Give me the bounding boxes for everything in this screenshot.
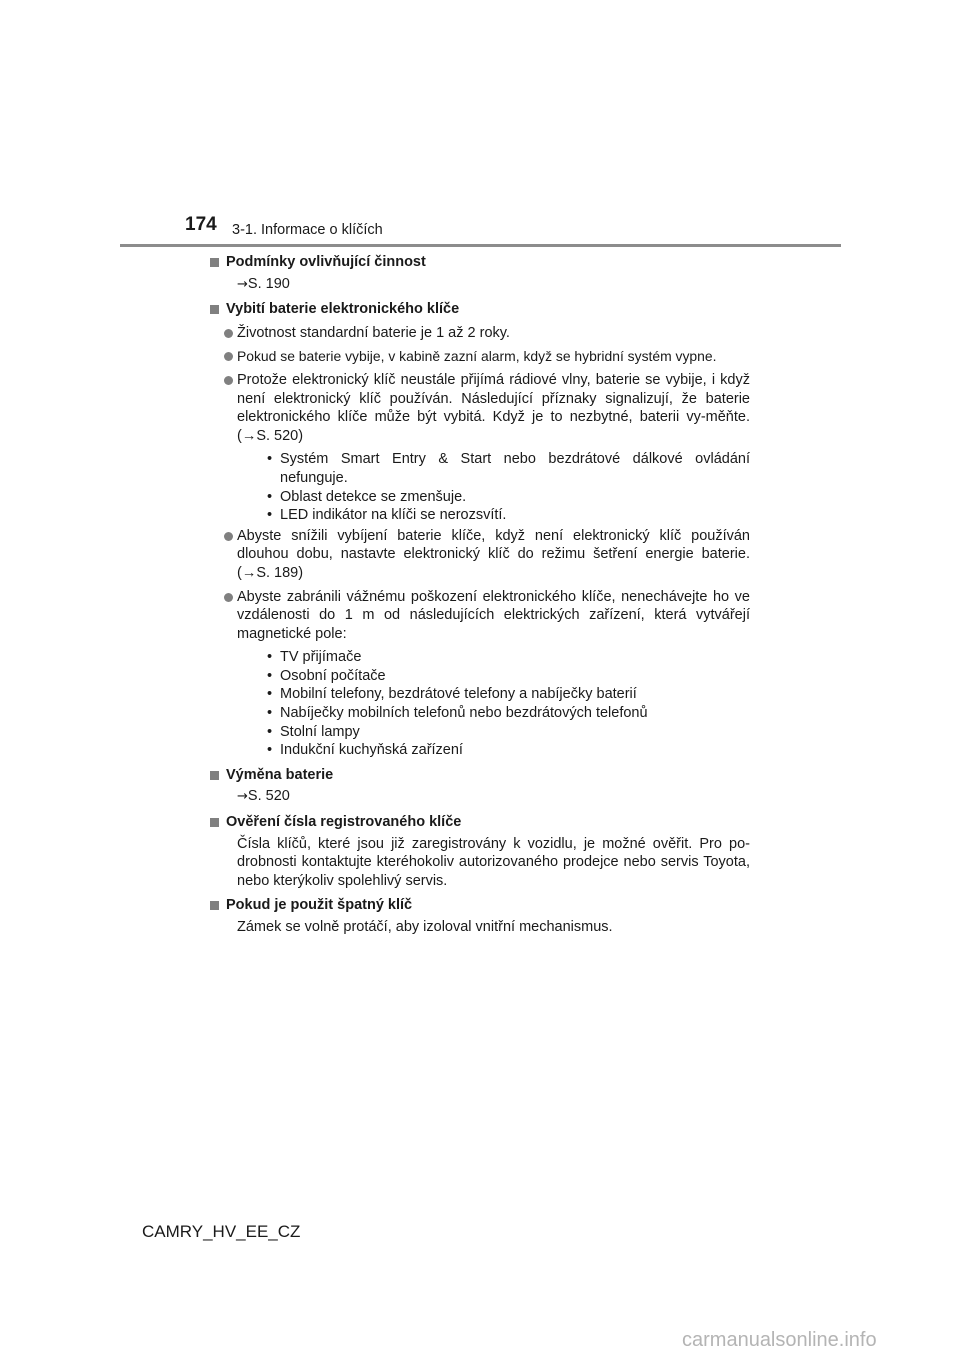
section-battery-depletion <box>210 300 750 760</box>
list-item: • Osobní počítače <box>237 667 750 686</box>
list-item: Abyste snížili vybíjení baterie klíče, když není elektronický klíč používán dlouhou dobu, nastavte elektronický klíč do režimu šetření energie baterie. (→S. 189) <box>210 527 750 583</box>
list-item: • TV přijímače <box>237 648 750 667</box>
document-code: CAMRY_HV_EE_CZ <box>142 1222 301 1241</box>
round-bullet-icon <box>224 376 233 385</box>
list-item: • Stolní lampy <box>237 723 750 742</box>
section-heading: Pokud je použit špatný klíč <box>210 896 750 915</box>
paragraph: Zámek se volně protáčí, aby izoloval vnitřní mechanismus. <box>237 919 613 935</box>
round-bullet-icon <box>224 593 233 602</box>
section-heading: Ověření čísla registrovaného klíče <box>210 813 750 832</box>
list-item: • LED indikátor na klíči se nerozsvítí. <box>237 506 750 525</box>
section-operating-conditions <box>210 253 750 294</box>
symptom-list <box>237 450 750 524</box>
round-bullet-icon <box>224 329 233 338</box>
page-reference: →S. 190 <box>237 275 290 292</box>
square-bullet-icon <box>210 305 219 314</box>
list-item: Pokud se baterie vybije, v kabině zazní alarm, když se hybridní systém vypne. <box>210 347 750 366</box>
section-wrong-key <box>210 896 750 936</box>
page-reference: →S. 520 <box>237 788 290 805</box>
list-item: • Systém Smart Entry & Start nebo bezdrátové dálkové ovládání nefunguje. <box>237 450 750 487</box>
chapter-title: 3-1. Informace o klíčích <box>232 222 383 238</box>
list-item: Protože elektronický klíč neustále přijímá rádiové vlny, baterie se vybije, i když není elektronický klíč používán. Následující příznaky signalizují, že baterie elektronického klíče může být vybitá. Když je to nezbytné, baterii vy-měňte. (→S. 520) • Systém Smart Entry & Start nebo bezdrátové dálkové ovládání nefunguje. • Oblast detekce se zmenšuje. • LED indikátor na klíči se nerozsvítí. <box>210 371 750 525</box>
section-heading: Vybití baterie elektronického klíče <box>210 300 750 319</box>
section-heading: Výměna baterie <box>210 766 750 785</box>
square-bullet-icon <box>210 818 219 827</box>
section-key-number <box>210 813 750 890</box>
square-bullet-icon <box>210 771 219 780</box>
arrow-right-icon: → <box>237 276 248 292</box>
page-content <box>210 253 750 937</box>
paragraph: Čísla klíčů, které jsou již zaregistrovány k vozidlu, je možné ověřit. Pro po-drobnosti kontaktujte kteréhokoliv autorizovaného prodejce nebo servis Toyota, nebo kterýkoliv spolehlivý servis. <box>237 835 750 889</box>
list-item: • Nabíječky mobilních telefonů nebo bezdrátových telefonů <box>237 704 750 723</box>
arrow-right-icon: → <box>237 789 248 805</box>
device-list <box>237 648 750 760</box>
square-bullet-icon <box>210 901 219 910</box>
list-item: • Indukční kuchyňská zařízení <box>237 741 750 760</box>
list-item: Životnost standardní baterie je 1 až 2 roky. <box>210 324 750 343</box>
list-item: • Mobilní telefony, bezdrátové telefony a nabíječky baterií <box>237 685 750 704</box>
header-rule <box>120 244 841 247</box>
section-battery-replacement <box>210 766 750 807</box>
page-number: 174 <box>185 214 217 235</box>
list-item: Abyste zabránili vážnému poškození elektronického klíče, nenechávejte ho ve vzdálenosti do 1 m od následujících elektrických zařízení, která vytvářejí magnetické pole: • TV přijímače • Osobní počítače • Mobilní telefony, bezdrátové telefony a nabíječky baterií • Nabíječky mobilních telefonů nebo bezdrátových telefonů • Stolní lampy • Indukční kuchyňská zařízení <box>210 588 750 760</box>
section-heading: Podmínky ovlivňující činnost <box>210 253 750 272</box>
round-bullet-icon <box>224 532 233 541</box>
round-bullet-icon <box>224 352 233 361</box>
list-item: • Oblast detekce se zmenšuje. <box>237 488 750 507</box>
square-bullet-icon <box>210 258 219 267</box>
watermark: carmanualsonline.info <box>682 1329 877 1351</box>
